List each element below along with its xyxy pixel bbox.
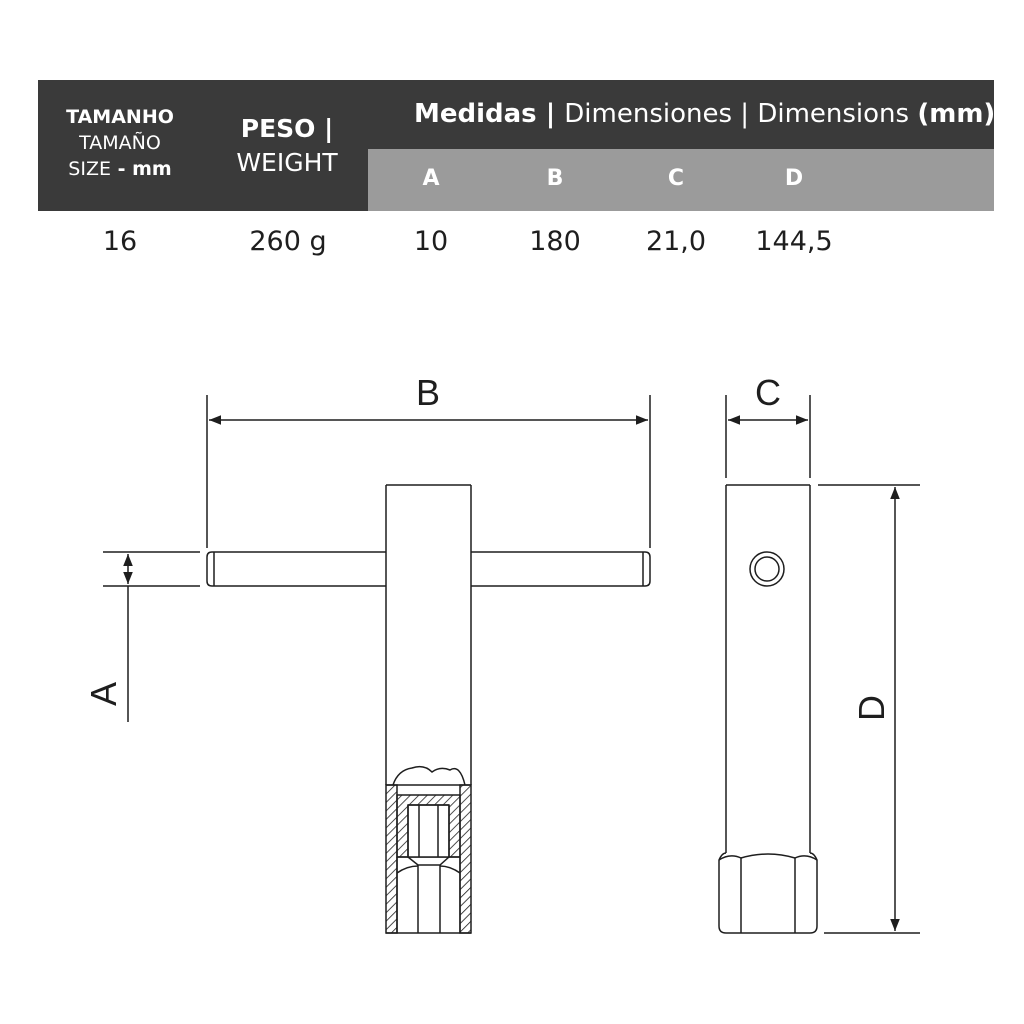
- dimension-d-label: D: [851, 695, 892, 721]
- side-view-hex: [719, 853, 817, 933]
- column-d-header: D: [784, 166, 804, 191]
- measures-header-part1: Medidas: [414, 99, 537, 129]
- dimension-b-label: B: [415, 372, 441, 413]
- row-d-value: 144,5: [755, 226, 833, 257]
- row-size-value: 16: [102, 226, 138, 257]
- measures-header: Medidas | Dimensiones | Dimensions (mm): [368, 80, 994, 149]
- row-weight-value: 260 g: [249, 226, 327, 257]
- measures-header-unit: (mm): [917, 99, 996, 129]
- dimension-c-label: C: [755, 372, 781, 413]
- weight-header: PESO | WEIGHT: [236, 114, 338, 177]
- column-c-header: C: [667, 166, 685, 191]
- size-header: TAMANHO TAMAÑO SIZE - mm: [66, 106, 174, 180]
- measures-header-part3: Dimensions: [757, 99, 918, 129]
- side-view-body: [726, 485, 810, 853]
- measures-header-part2: Dimensiones: [564, 99, 733, 129]
- socket-section: [386, 785, 471, 933]
- column-b-header: B: [546, 166, 564, 191]
- wrench-body: [386, 485, 471, 785]
- row-b-value: 180: [529, 226, 581, 257]
- row-a-value: 10: [413, 226, 449, 257]
- column-a-header: A: [422, 166, 440, 191]
- dimension-b-lines: [207, 395, 650, 548]
- dimension-a-label: A: [83, 681, 124, 707]
- row-c-value: 21,0: [645, 226, 707, 257]
- t-handle-bar: [207, 552, 650, 586]
